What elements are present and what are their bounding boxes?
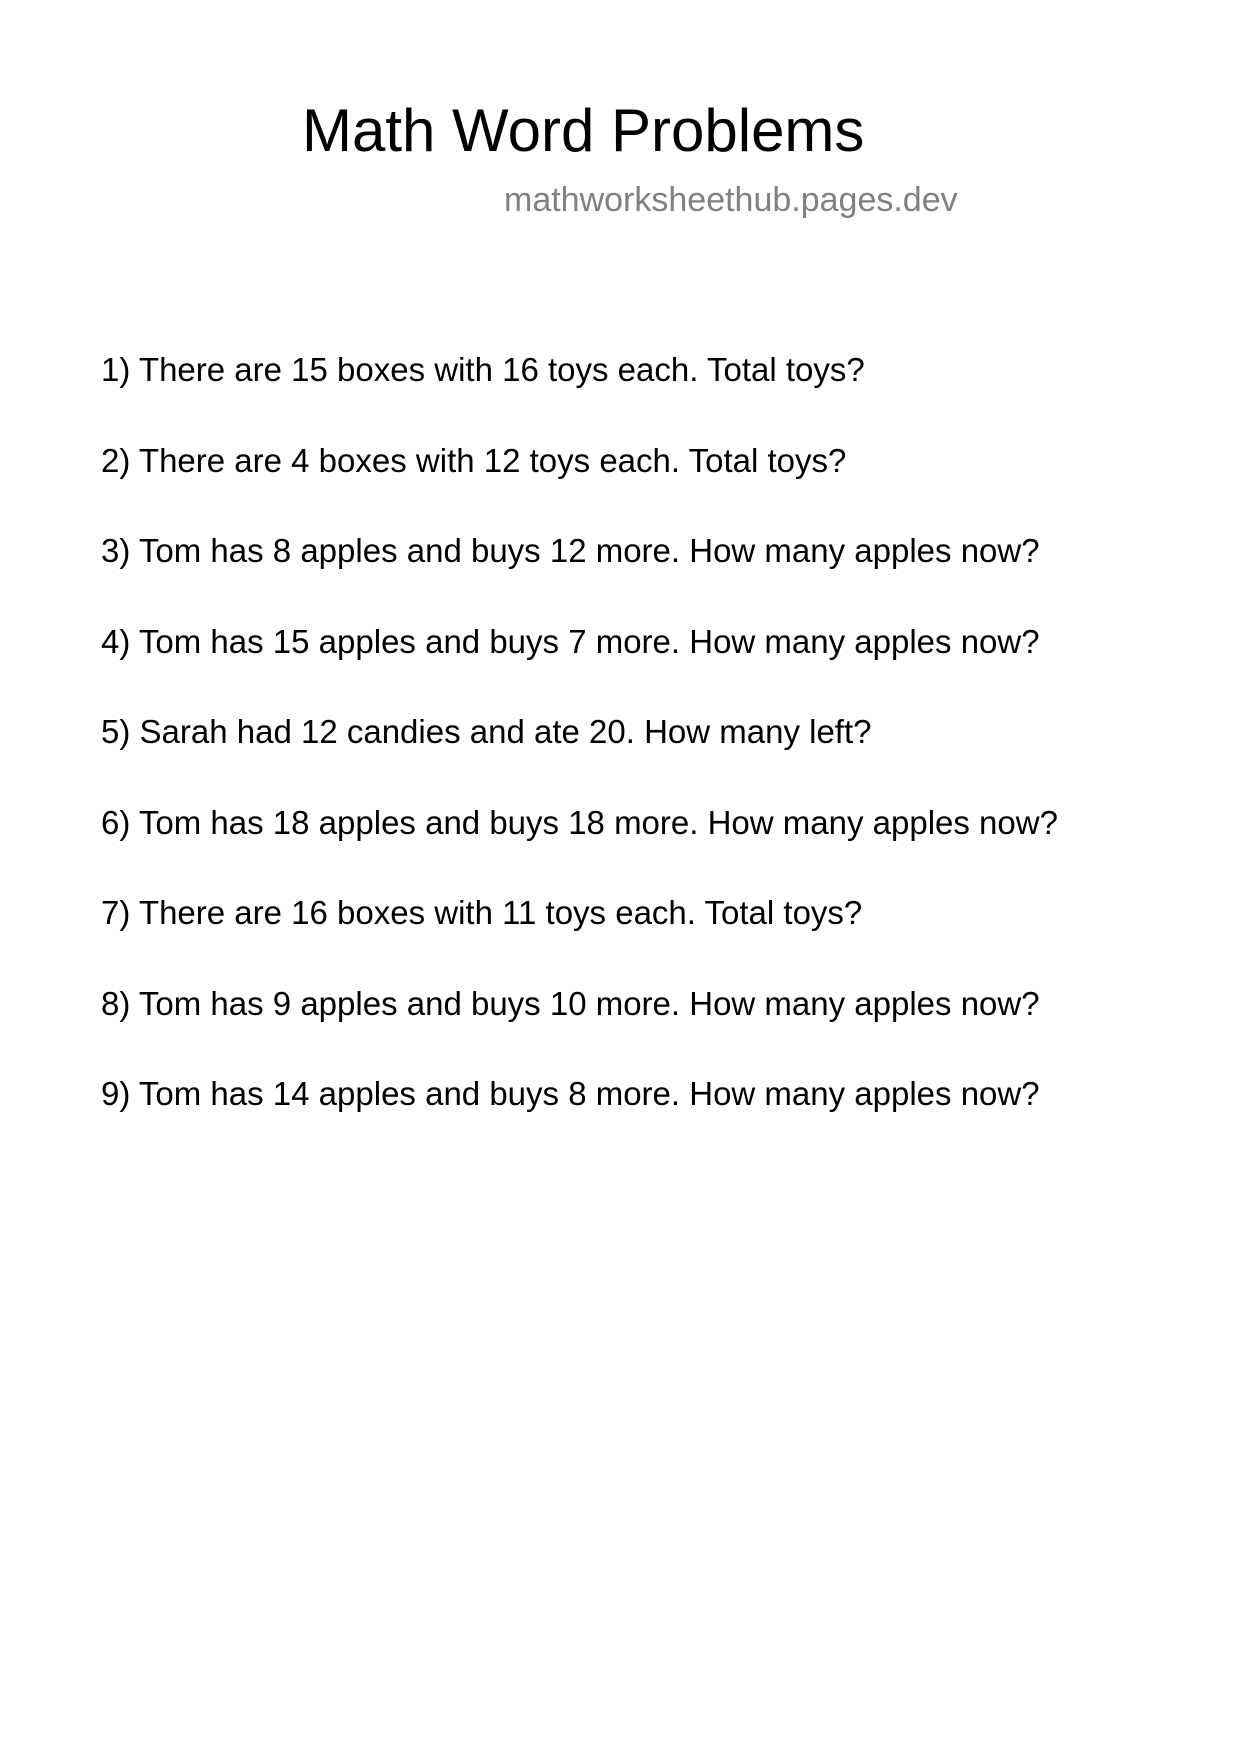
- problem-item: 3) Tom has 8 apples and buys 12 more. How many apples now?: [101, 532, 1040, 569]
- problem-item: 5) Sarah had 12 candies and ate 20. How many left?: [101, 713, 872, 750]
- problem-item: 8) Tom has 9 apples and buys 10 more. How many apples now?: [101, 984, 1040, 1022]
- problem-item: 4) Tom has 15 apples and buys 7 more. How many apples now?: [101, 622, 1040, 660]
- problem-item: 7) There are 16 boxes with 11 toys each. Total toys?: [101, 894, 863, 931]
- source-url: mathworksheethub.pages.dev: [504, 181, 958, 219]
- page-title: Math Word Problems: [302, 97, 865, 164]
- problem-item: 6) Tom has 18 apples and buys 18 more. How many apples now?: [101, 803, 1058, 841]
- problem-item: 1) There are 15 boxes with 16 toys each. Total toys?: [101, 351, 865, 388]
- problem-list: [101, 350, 1058, 1165]
- problem-item: 2) There are 4 boxes with 12 toys each. Total toys?: [101, 441, 847, 479]
- problem-item: 9) Tom has 14 apples and buys 8 more. How many apples now?: [101, 1075, 1040, 1112]
